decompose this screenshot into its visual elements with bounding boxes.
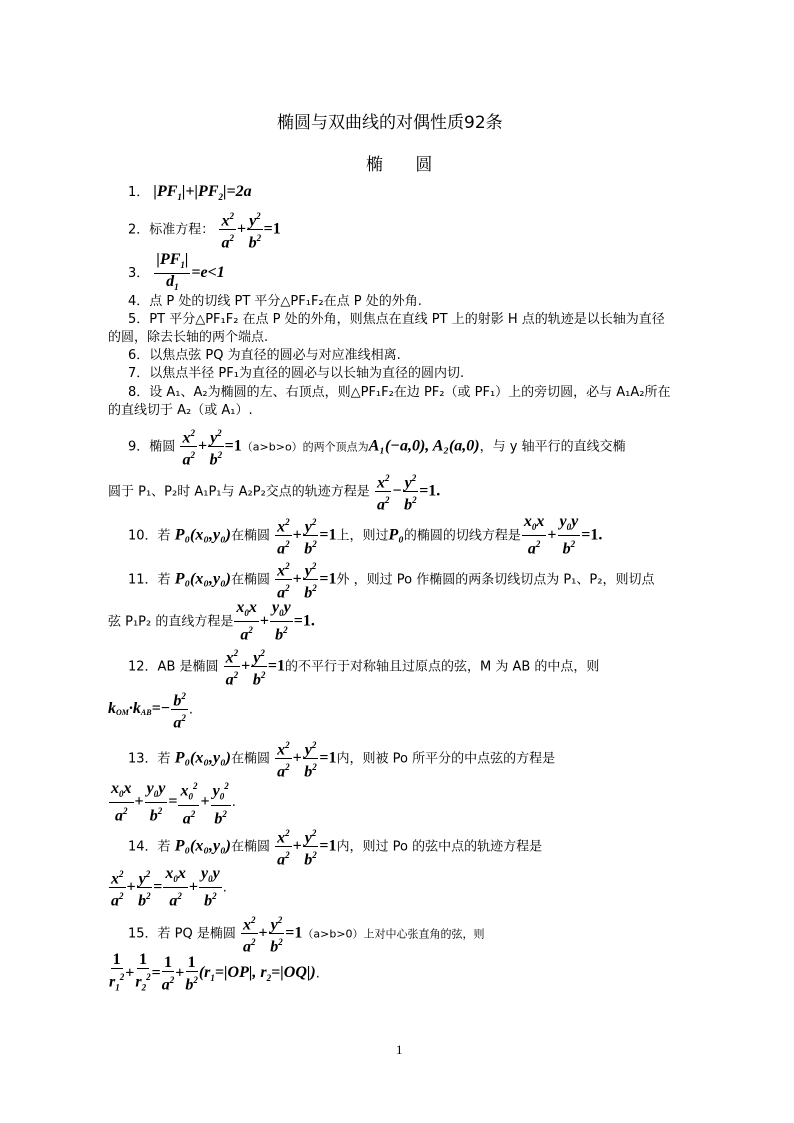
item-text: 若	[157, 528, 171, 544]
item-text: PT 平分△PF₁F₂ 在点 P 处的外角，则焦点在直线 PT 上的射影 H 点的轨迹是以长轴为直径	[149, 312, 665, 327]
item-number: 14．	[128, 839, 158, 855]
fraction: $\frac{x_0^2}{a^2}$	[178, 778, 199, 827]
item-number: 15．	[128, 926, 158, 942]
item-text: 在椭圆	[230, 528, 270, 544]
fraction: $\frac{x^2}{a^2}$	[275, 825, 292, 869]
item-8-line2: 的直线切于 A₂（或 A₁）.	[108, 403, 253, 418]
item-8-line1	[128, 385, 671, 401]
item-14-line1: 14．若 P₀(x₀,y₀)在椭圆 $\frac{x^2}{a^2}$ + $\frac{y^2}{b^2}$ =1内，则过 Po 的弦中点的轨迹方程是	[128, 825, 542, 869]
item-9-line1: 9．椭圆 $\frac{x^2}{a^2}$ + $\frac{y^2}{b^2}$ =1（a>b>o）的两个顶点为A₁(−a,0), A₂(a,0)，与 y 轴平行的直线交椭	[128, 425, 626, 469]
item-13-line2: $\frac{x_0x}{a^2}$ + $\frac{y_0y}{b^2}$ = $\frac{x_0^2}{a^2}$ + $\frac{y_0^2}{b^2}$ .	[111, 779, 236, 827]
item-5-line2: 的圆，除去长轴的两个端点.	[108, 330, 269, 345]
item-text: 在椭圆	[230, 751, 270, 767]
item-number: 7．	[128, 366, 150, 381]
item-number: 8．	[128, 385, 150, 400]
item-number: 6．	[128, 348, 150, 363]
item-text: ，与 y 轴平行的直线交椭	[479, 439, 626, 455]
item-text: 在椭圆	[230, 572, 270, 588]
fraction: $\frac{b^2}{a^2}$	[171, 688, 188, 732]
fraction: $\frac{x^2}{a^2}$	[180, 425, 197, 469]
point: P₀(x₀,y₀)	[174, 526, 231, 544]
fraction: $\frac{x^2}{a^2}$	[219, 208, 236, 252]
fraction: $\frac{y^2}{b^2}$	[303, 514, 319, 558]
fraction: $\frac{x^2}{a^2}$	[275, 558, 292, 602]
vertices: A₁(−a,0), A₂(a,0)	[368, 437, 480, 455]
fraction: $\frac{y^2}{b^2}$	[269, 912, 285, 956]
item-number: 13．	[128, 751, 158, 767]
item-11-line2: 弦 P₁P₂ 的直线方程是 $\frac{x_0x}{a^2}$ + $\frac{y_0y}{b^2}$ =1.	[108, 599, 315, 644]
item-3: 3． $\frac{|PF_1|}{d_1}$ =e<1	[128, 252, 225, 295]
item-text: 椭圆	[149, 439, 176, 455]
fraction: $\frac{x^2}{a^2}$	[275, 737, 292, 781]
point: P₀(x₀,y₀)	[174, 570, 231, 588]
item-12-line1: 12．AB 是椭圆 $\frac{x^2}{a^2}$ + $\frac{y^2}{b^2}$ =1的不平行于对称轴且过原点的弦，M 为 AB 的中点，则	[128, 645, 599, 689]
item-text: 若	[157, 751, 171, 767]
fraction: $\frac{x^2}{a^2}$	[241, 912, 258, 956]
fraction: $\frac{y^2}{b^2}$	[247, 208, 263, 252]
item-text: 圆于 P₁、P₂时 A₁P₁与 A₂P₂交点的轨迹方程是	[108, 484, 370, 500]
point: P₀	[388, 526, 404, 544]
fraction: $\frac{x_0x}{a^2}$	[236, 599, 257, 644]
item-text: 若	[157, 839, 171, 855]
item-15-line2: $\frac{1}{r_1^2}$ + $\frac{1}{r_2^2}$ = $\frac{1}{a^2}$ + $\frac{1}{b^2}$ ($r_1=|OP|$, $r_2=|OQ|$).	[108, 952, 320, 996]
item-text: 外 ，则过 Po 作椭圆的两条切线切点为 P₁、P₂，则切点	[336, 572, 655, 588]
item-number: 10．	[128, 528, 158, 544]
item-number: 12．	[128, 659, 158, 675]
fraction: $\frac{x^2}{a^2}$	[224, 645, 241, 689]
fraction: $\frac{y_0y}{b^2}$	[200, 865, 220, 910]
item-text: 在椭圆	[230, 839, 270, 855]
item-2: 2．标准方程： $\frac{x^2}{a^2}$ + $\frac{y^2}{b^2}$ =1	[128, 208, 281, 252]
item-text: 若 PQ 是椭圆	[157, 926, 236, 942]
item-13-line1: 13．若 P₀(x₀,y₀)在椭圆 $\frac{x^2}{a^2}$ + $\frac{y^2}{b^2}$ =1内，则被 Po 所平分的中点弦的方程是	[128, 737, 555, 781]
fraction: $\frac{y_0y}{b^2}$	[146, 779, 166, 825]
item-12-line2: kOM·kAB=− $\frac{b^2}{a^2}$ .	[108, 688, 193, 732]
item-11-line1: 11．若 P₀(x₀,y₀)在椭圆 $\frac{x^2}{a^2}$ + $\frac{y^2}{b^2}$ =1外 ，则过 Po 作椭圆的两条切线切点为 P₁、P₂，则切点	[128, 558, 654, 602]
section-heading: 椭 圆	[366, 155, 433, 175]
item-text: 弦 P₁P₂ 的直线方程是	[108, 614, 234, 630]
item-text: AB 是椭圆	[157, 659, 219, 675]
item-9-line2: 圆于 P₁、P₂时 A₁P₁与 A₂P₂交点的轨迹方程是 $\frac{x^2}{a^2}$ − $\frac{y^2}{b^2}$ =1.	[108, 470, 440, 514]
fraction: $\frac{y^2}{b^2}$	[403, 470, 419, 514]
item-number: 11．	[128, 572, 158, 588]
condition: （a>b>o）的两个顶点为	[241, 440, 369, 454]
page-number: 1	[396, 1042, 403, 1057]
point: P₀(x₀,y₀)	[174, 837, 231, 855]
fraction: $\frac{y^2}{b^2}$	[303, 825, 319, 869]
item-number: 2．	[128, 222, 150, 238]
fraction: $\frac{x^2}{a^2}$	[375, 470, 392, 514]
item-text: 的椭圆的切线方程是	[403, 528, 521, 544]
item-6	[128, 348, 401, 364]
item-text: 点 P 处的切线 PT 平分△PF₁F₂在点 P 处的外角.	[149, 294, 422, 309]
point: P₀(x₀,y₀)	[174, 749, 231, 767]
fraction: $\frac{y^2}{b^2}$	[303, 558, 319, 602]
item-text: 若	[157, 572, 171, 588]
fraction: $\frac{|PF_1|}{d_1}$	[156, 251, 189, 293]
fraction: $\frac{y^2}{b^2}$	[303, 737, 319, 781]
fraction: $\frac{1}{r_1^2}$	[109, 951, 125, 993]
item-text: 以焦点弦 PQ 为直径的圆必与对应准线相离.	[149, 348, 401, 363]
document-title: 椭圆与双曲线的对偶性质92条	[277, 113, 503, 133]
condition: （a>b>0）上对中心张直角的弦，则	[302, 927, 485, 941]
fraction: $\frac{y_0y}{b^2}$	[559, 513, 579, 558]
item-number: 9．	[128, 439, 150, 455]
item-text: 上，则过	[336, 528, 389, 544]
item-15-line1: 15．若 PQ 是椭圆 $\frac{x^2}{a^2}$ + $\frac{y^2}{b^2}$ =1（a>b>0）上对中心张直角的弦，则	[128, 912, 485, 956]
item-1	[128, 184, 252, 205]
item-text: 的不平行于对称轴且过原点的弦，M 为 AB 的中点，则	[285, 659, 600, 675]
fraction: $\frac{x^2}{a^2}$	[109, 866, 126, 910]
item-7	[128, 366, 464, 382]
fraction: $\frac{y^2}{b^2}$	[208, 425, 224, 469]
item-number: 5．	[128, 312, 150, 327]
formula: $|PF_1|+|PF_2|=2a$	[153, 183, 252, 203]
fraction: $\frac{1}{r_2^2}$	[135, 951, 151, 993]
fraction: $\frac{y_0^2}{b^2}$	[211, 778, 231, 827]
slope-product: kOM·kAB=−	[108, 700, 171, 718]
item-10: 10．若 P₀(x₀,y₀)在椭圆 $\frac{x^2}{a^2}$ + $\frac{y^2}{b^2}$ =1上，则过P₀的椭圆的切线方程是 $\frac{x_0x}{a^2}$ + $\frac{y_0y}{b^2}$ =1.	[128, 513, 603, 558]
fraction: $\frac{y^2}{b^2}$	[251, 645, 267, 689]
fraction: $\frac{x_0x}{a^2}$	[523, 513, 545, 558]
fraction: $\frac{y_0y}{b^2}$	[272, 599, 291, 644]
fraction: $\frac{y^2}{b^2}$	[137, 866, 153, 910]
item-label: 标准方程：	[149, 222, 215, 238]
item-text: 内，则过 Po 的弦中点的轨迹方程是	[336, 839, 543, 855]
item-number: 4．	[128, 294, 150, 309]
fraction: $\frac{x_0x}{a^2}$	[111, 779, 132, 825]
item-14-line2: $\frac{x^2}{a^2}$ + $\frac{y^2}{b^2}$ = $\frac{x_0x}{a^2}$ + $\frac{y_0y}{b^2}$ .	[111, 865, 227, 910]
item-number: 3．	[128, 266, 150, 282]
fraction: $\frac{1}{b^2}$	[185, 953, 198, 993]
fraction: $\frac{x^2}{a^2}$	[275, 514, 292, 558]
item-text: 内，则被 Po 所平分的中点弦的方程是	[336, 751, 556, 767]
item-text: 以焦点半径 PF₁为直径的圆必与以长轴为直径的圆内切.	[149, 366, 465, 381]
fraction: $\frac{1}{a^2}$	[161, 953, 175, 993]
item-text: 设 A₁、A₂为椭圆的左、右顶点，则△PF₁F₂在边 PF₂（或 PF₁）上的旁切圆，必与 A₁A₂所在	[149, 385, 671, 400]
item-5-line1	[128, 312, 665, 328]
fraction: $\frac{x_0x}{a^2}$	[165, 865, 186, 910]
item-4	[128, 294, 422, 310]
item-number: 1．	[128, 185, 150, 200]
